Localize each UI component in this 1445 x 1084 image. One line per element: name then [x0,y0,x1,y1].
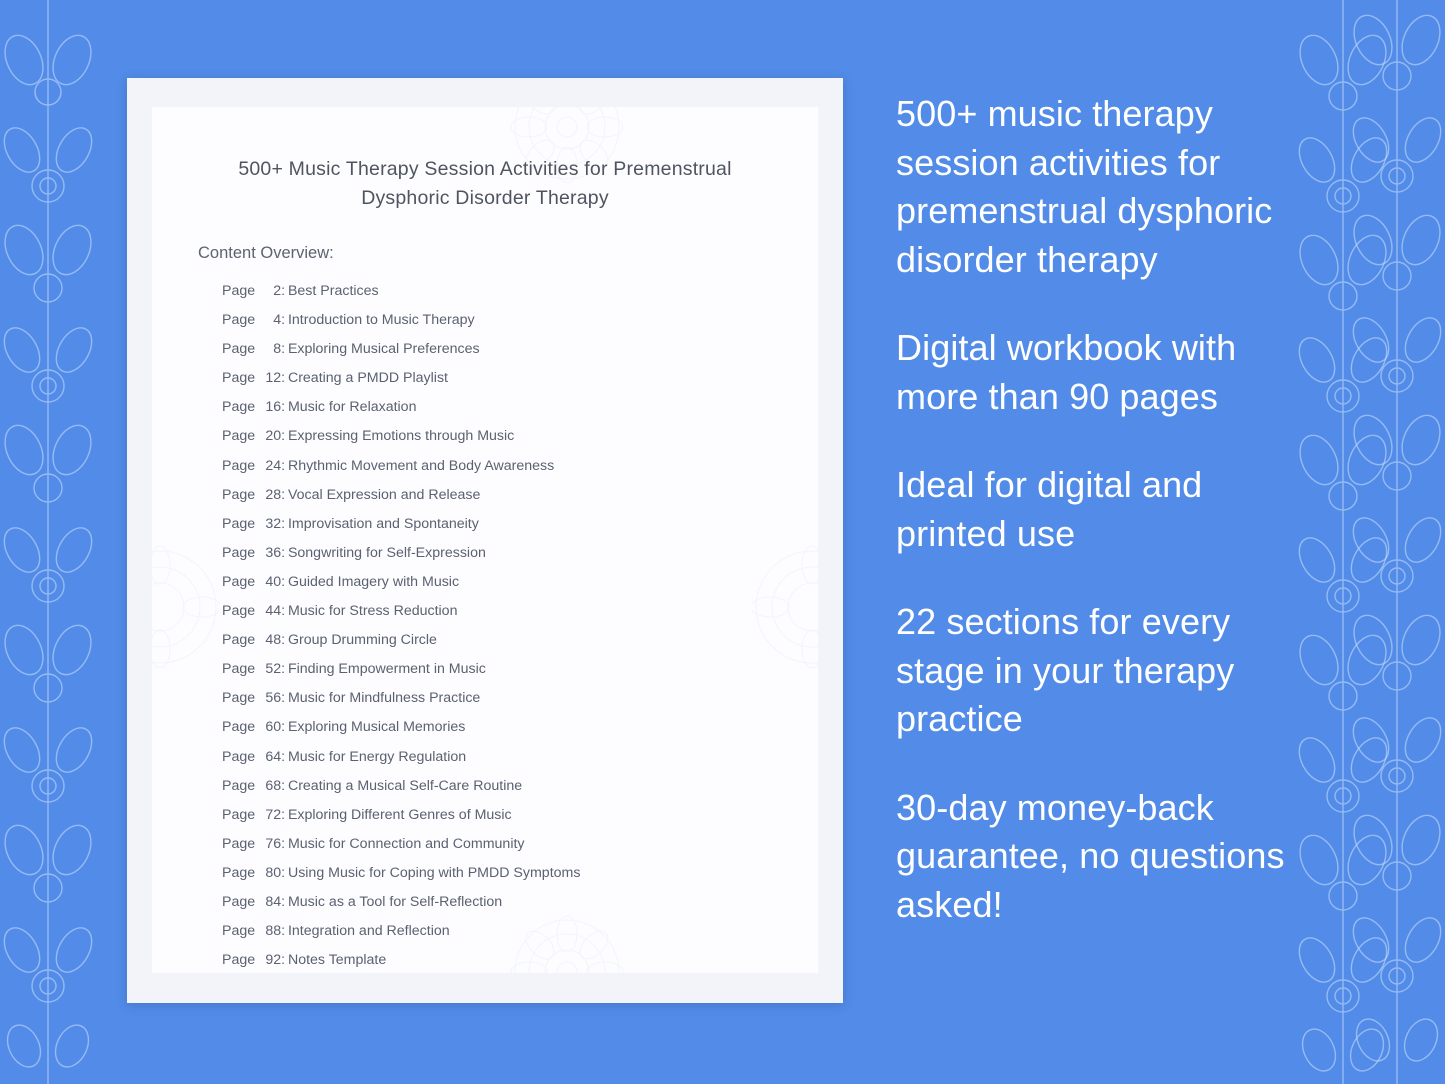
toc-page-number: 80 [265,864,282,881]
toc-page-number: 36 [265,544,282,561]
toc-page-word: Page [222,893,256,910]
document-title: 500+ Music Therapy Session Activities for Premenstrual Dysphoric Disorder Therapy [238,158,732,209]
toc-page-number: 2 [273,283,282,299]
toc-entry-page: Page 64: [222,743,284,772]
toc-entry [222,655,818,684]
toc-entry [222,306,818,335]
toc-page-number: 16 [265,399,282,416]
toc-page-number: 72 [265,806,282,823]
marketing-bullet: Digital workbook with more than 90 pages [896,327,1237,417]
toc-page-word: Page [222,748,256,765]
toc-page-word: Page [222,312,256,329]
toc-page-word: Page [222,515,256,532]
toc-entry-page: Page 80: [222,859,284,888]
toc-entry [222,888,818,917]
toc-entry [222,481,818,510]
toc-entry-title: Exploring Musical Preferences [284,341,480,358]
marketing-bullet: 22 sections for every stage in your therapy practice [896,601,1235,739]
toc-entry [222,422,818,451]
toc-entry-page: Page 36: [222,539,284,568]
toc-entry [222,393,818,422]
marketing-bullets [868,0,1445,1084]
toc-entry-page: Page 68: [222,772,284,801]
toc-entry-title: Music for Relaxation [284,399,417,416]
toc-entry-title: Notes Template [284,952,387,969]
toc-page-number: 76 [265,835,282,852]
toc-page-number: 44 [265,603,282,620]
toc-entry-title: Rhythmic Movement and Body Awareness [284,457,555,474]
content-overview-label: Content Overview: [198,244,334,262]
toc-page-word: Page [222,777,256,794]
toc-entry-title: Finding Empowerment in Music [284,661,486,678]
toc-page-word: Page [222,632,256,649]
toc-entry-title: Music for Mindfulness Practice [284,690,481,707]
toc-page-word: Page [222,283,256,299]
toc-page-word: Page [222,341,256,358]
toc-page-number: 24 [265,457,282,474]
toc-entry-page: Page 2: [222,277,284,306]
toc-page-word: Page [222,923,256,940]
toc-page-word: Page [222,719,256,736]
toc-entry-page: Page 52: [222,655,284,684]
toc-page-word: Page [222,544,256,561]
toc-page-number: 8 [273,341,282,358]
document-page-frame [127,78,843,1003]
toc-entry [222,743,818,772]
toc-page-word: Page [222,428,256,445]
toc-entry-title: Creating a PMDD Playlist [284,370,448,387]
toc-page-word: Page [222,399,256,416]
toc-page-number: 56 [265,690,282,707]
toc-entry-page: Page 16: [222,393,284,422]
toc-page-number: 32 [265,515,282,532]
toc-entry [222,568,818,597]
toc-entry-page: Page 44: [222,597,284,626]
toc-entry [222,277,818,306]
toc-page-word: Page [222,864,256,881]
toc-entry-page: Page 8: [222,335,284,364]
toc-page-number: 84 [265,893,282,910]
toc-entry-page: Page 48: [222,626,284,655]
toc-entry-title: Using Music for Coping with PMDD Symptoms [284,864,581,881]
toc-entry-page: Page 92: [222,946,284,973]
toc-entry [222,539,818,568]
toc-entry [222,510,818,539]
toc-entry-page: Page 84: [222,888,284,917]
toc-entry-title: Music as a Tool for Self-Reflection [284,893,503,910]
toc-entry-title: Introduction to Music Therapy [284,312,475,329]
toc-page-word: Page [222,603,256,620]
toc-entry [222,713,818,742]
toc-entry-page: Page 60: [222,713,284,742]
toc-page-word: Page [222,457,256,474]
toc-entry-page: Page 72: [222,801,284,830]
toc-entry-title: Vocal Expression and Release [284,486,481,503]
marketing-bullet: Ideal for digital and printed use [896,464,1203,554]
toc-page-number: 28 [265,486,282,503]
marketing-bullet: 500+ music therapy session activities for premenstrual dysphoric disorder therapy [896,93,1273,280]
toc-page-word: Page [222,690,256,707]
toc-page-number: 52 [265,661,282,678]
toc-entry-page: Page 40: [222,568,284,597]
toc-page-number: 12 [265,370,282,387]
toc-entry-title: Creating a Musical Self-Care Routine [284,777,523,794]
toc-entry-page: Page 20: [222,422,284,451]
toc-entry-page: Page 24: [222,452,284,481]
toc-page-number: 92 [265,952,282,969]
toc-page-word: Page [222,806,256,823]
toc-page-word: Page [222,370,256,387]
toc-page-word: Page [222,661,256,678]
toc-entry-title: Expressing Emotions through Music [284,428,515,445]
toc-page-number: 48 [265,632,282,649]
table-of-contents [152,277,818,973]
toc-entry [222,626,818,655]
toc-entry [222,946,818,973]
toc-entry-page: Page 28: [222,481,284,510]
toc-entry [222,335,818,364]
toc-entry-page: Page 32: [222,510,284,539]
toc-entry-title: Music for Energy Regulation [284,748,467,765]
toc-page-number: 40 [265,573,282,590]
toc-page-word: Page [222,486,256,503]
toc-entry [222,772,818,801]
toc-page-number: 68 [265,777,282,794]
toc-page-word: Page [222,573,256,590]
toc-entry-title: Music for Stress Reduction [284,603,458,620]
toc-entry-page: Page 12: [222,364,284,393]
toc-entry [222,452,818,481]
toc-entry-title: Exploring Musical Memories [284,719,466,736]
toc-page-number: 88 [265,923,282,940]
toc-entry-title: Group Drumming Circle [284,632,437,649]
toc-entry [222,801,818,830]
toc-entry-page: Page 76: [222,830,284,859]
toc-entry-title: Integration and Reflection [284,923,450,940]
toc-entry-title: Songwriting for Self-Expression [284,544,486,561]
toc-entry-title: Exploring Different Genres of Music [284,806,512,823]
toc-entry-title: Best Practices [284,283,379,299]
toc-page-word: Page [222,952,256,969]
toc-entry [222,859,818,888]
toc-page-word: Page [222,835,256,852]
toc-entry-page: Page 4: [222,306,284,335]
toc-entry-page: Page 88: [222,917,284,946]
marketing-bullet: 30-day money-back guarantee, no questions asked! [896,786,1285,925]
toc-entry [222,364,818,393]
toc-entry-title: Guided Imagery with Music [284,573,460,590]
toc-entry [222,597,818,626]
toc-page-number: 64 [265,748,282,765]
toc-page-number: 4 [273,312,282,329]
toc-entry [222,830,818,859]
toc-entry [222,684,818,713]
document-page [152,107,818,973]
toc-entry-title: Improvisation and Spontaneity [284,515,479,532]
toc-entry-page: Page 56: [222,684,284,713]
toc-entry-title: Music for Connection and Community [284,835,525,852]
toc-entry [222,917,818,946]
toc-page-number: 60 [265,719,282,736]
toc-page-number: 20 [265,428,282,445]
